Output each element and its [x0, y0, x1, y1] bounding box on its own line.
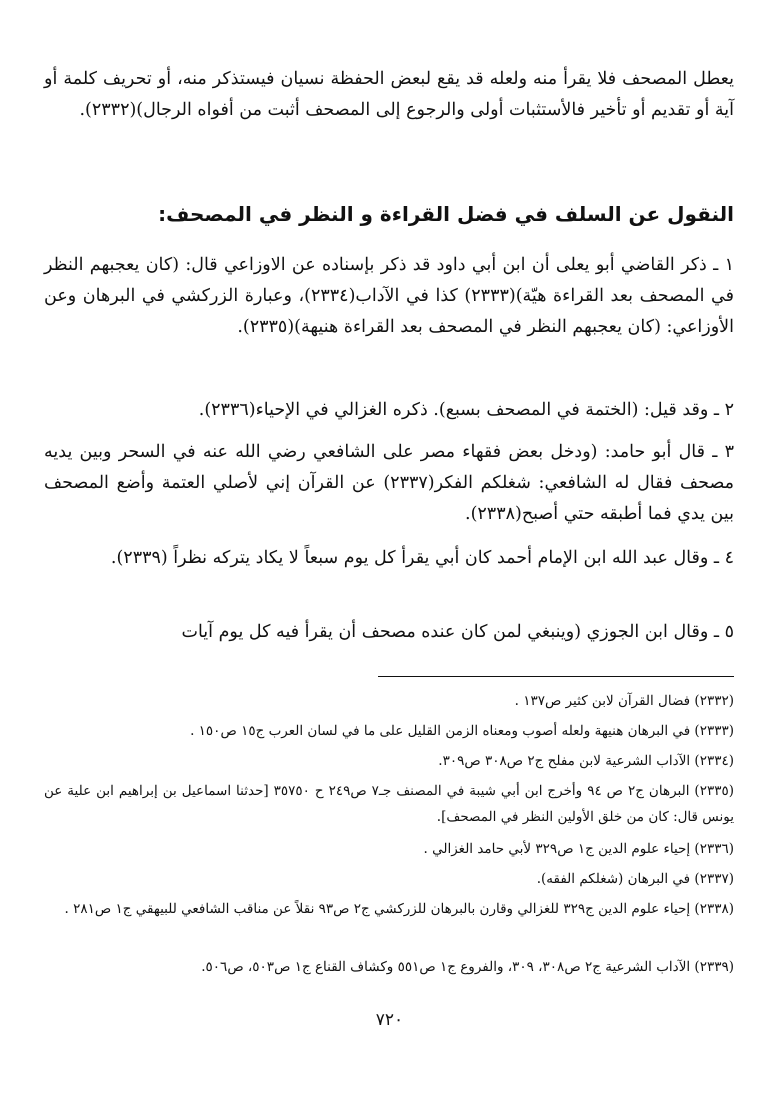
footnote-2338: (٢٣٣٨) إحياء علوم الدين ج٣٢٩ للغزالي وقارن بالبرهان للزركشي ج٢ ص٩٣ نقلاً عن مناقب الشافعي للبيهقي ج١ ص٢٨١ . — [64, 901, 734, 917]
footnote-2333: (٢٣٣٣) في البرهان هنيهة ولعله أصوب ومعناه الزمن القليل على ما في لسان العرب ج١٥ ص١٥٠ . — [190, 723, 734, 739]
item-1-paragraph: ١ ـ ذكر القاضي أبو يعلى أن ابن أبي داود قد ذكر بإسناده عن الاوزاعي قال: (كان يعجبهم النظر في المصحف بعد القراءة هيّة)(٢٣٣٣) كذا في الآداب(٢٣٣٤)، وعبارة الزركشي في البرهان وعن الأوزاعي: (كان يعجبهم النظر في المصحف بعد القراءة هنيهة)(٢٣٣٥). — [44, 255, 735, 337]
page-number: ٧٢٠ — [375, 1010, 404, 1030]
footnote-2335: (٢٣٣٥) البرهان ج٢ ص ٩٤ وأخرج ابن أبي شيبة في المصنف جـ٧ ص٢٤٩ ح ٣٥٧٥٠ [حدثنا اسماعيل بن إبراهيم ابن علية عن يونس قال: كان من خلق الأولين النظر في المصحف]. — [44, 783, 734, 825]
item-4-paragraph: ٤ ـ وقال عبد الله ابن الإمام أحمد كان أبي يقرأ كل يوم سبعاً لا يكاد يتركه نظراً (٢٣٣٩). — [110, 548, 734, 568]
item-3-paragraph: ٣ ـ قال أبو حامد: (ودخل بعض فقهاء مصر على الشافعي رضي الله عنه في السحر وبين يديه مصحف فقال له الشافعي: شغلكم الفكر(٢٣٣٧) عن القرآن إني لأصلي العتمة وأضع المصحف بين يدي فما أطبقه حتي أصبح(٢٣٣٨). — [44, 442, 734, 524]
footnote-2336: (٢٣٣٦) إحياء علوم الدين ج١ ص٣٢٩ لأبي حامد الغزالي . — [423, 841, 734, 857]
item-2-paragraph: ٢ ـ وقد قيل: (الختمة في المصحف بسبع). ذكره الغزالي في الإحياء(٢٣٣٦). — [198, 400, 734, 420]
intro-paragraph: يعطل المصحف فلا يقرأ منه ولعله قد يقع لبعض الحفظة نسيان فيستذكر منه، أو تحريف كلمة أو آية أو تقديم أو تأخير فالأستثبات أولى والرجوع إلى المصحف أثبت من أفواه الرجال)(٢٣٣٢). — [44, 69, 734, 120]
footnote-2332: (٢٣٣٢) فضال القرآن لابن كثير ص١٣٧ . — [514, 693, 734, 709]
footnote-2337: (٢٣٣٧) في البرهان (شغلكم الفقه). — [536, 871, 734, 887]
footnote-2334: (٢٣٣٤) الآداب الشرعية لابن مفلح ج٢ ص٣٠٨ ص٣٠٩. — [438, 753, 734, 769]
footnote-divider — [378, 676, 734, 677]
section-heading: النقول عن السلف في فضل القراءة و النظر في المصحف: — [158, 202, 734, 226]
footnote-2339: (٢٣٣٩) الآداب الشرعية ج٢ ص٣٠٨، ٣٠٩، والفروع ج١ ص٥٥١ وكشاف القناع ج١ ص٥٠٣، ص٥٠٦. — [201, 959, 734, 975]
item-5-paragraph: ٥ ـ وقال ابن الجوزي (وينبغي لمن كان عنده مصحف أن يقرأ فيه كل يوم آيات — [181, 622, 734, 642]
